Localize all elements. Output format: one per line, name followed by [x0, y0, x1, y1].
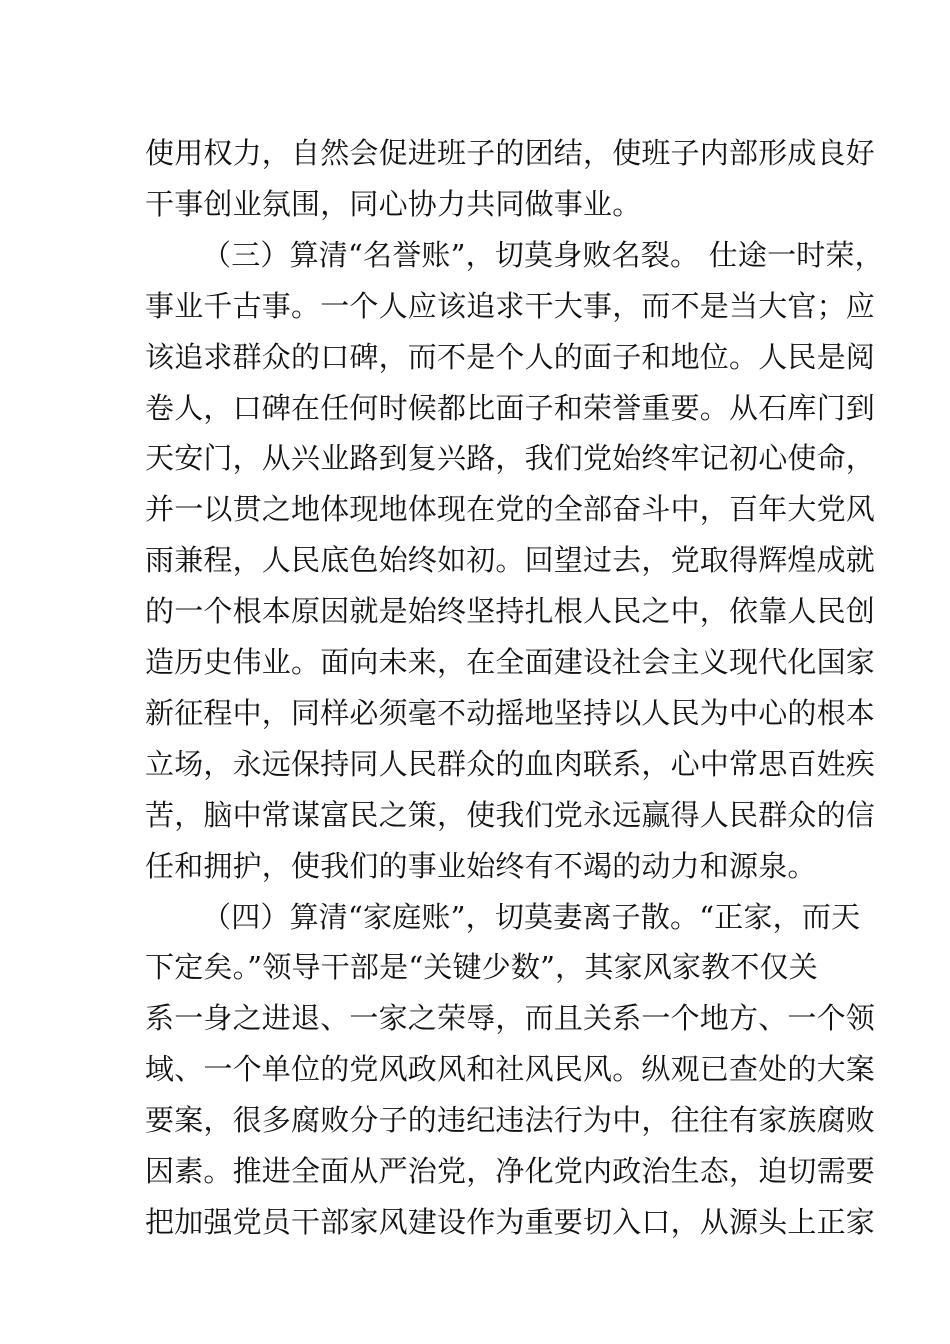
text-line: 并一以贯之地体现地体现在党的全部奋斗中，百年大党风	[145, 492, 876, 526]
text-line: 使用权力，自然会促进班子的团结，使班子内部形成良好	[145, 136, 876, 170]
text-line: 苦，脑中常谋富民之策，使我们党永远赢得人民群众的信	[145, 798, 876, 832]
text-line: 的一个根本原因就是始终坚持扎根人民之中，依靠人民创	[145, 594, 876, 628]
text-line: 要案，很多腐败分子的违纪违法行为中，往往有家族腐败	[145, 1103, 876, 1137]
text-line: 天安门，从兴业路到复兴路，我们党始终牢记初心使命，	[145, 441, 876, 475]
text-line: 下定矣。”领导干部是“关键少数”，其家风家教不仅关	[145, 950, 818, 984]
text-line: 事业千古事。一个人应该追求干大事，而不是当大官；应	[145, 289, 876, 323]
text-line: 把加强党员干部家风建设作为重要切入口，从源头上正家	[145, 1205, 876, 1239]
text-line: 因素。推进全面从严治党，净化党内政治生态，迫切需要	[145, 1154, 876, 1188]
text-line: 新征程中，同样必须毫不动摇地坚持以人民为中心的根本	[145, 696, 876, 730]
text-line: 任和拥护，使我们的事业始终有不竭的动力和源泉。	[145, 849, 817, 883]
text-line: 域、一个单位的党风政风和社风民风。纵观已查处的大案	[145, 1052, 876, 1086]
text-line: 系一身之进退、一家之荣辱，而且关系一个地方、一个领	[145, 1001, 876, 1035]
text-line: 该追求群众的口碑，而不是个人的面子和地位。人民是阅	[145, 340, 876, 374]
text-line: 干事创业氛围，同心协力共同做事业。	[145, 187, 642, 221]
text-line: 造历史伟业。面向未来，在全面建设社会主义现代化国家	[145, 645, 876, 679]
text-line: 立场，永远保持同人民群众的血肉联系，心中常思百姓疾	[145, 747, 876, 781]
text-line: 雨兼程，人民底色始终如初。回望过去，党取得辉煌成就	[145, 543, 876, 577]
section-heading-line: （三）算清“名誉账”，切莫身败名裂。 仕途一时荣，	[202, 238, 884, 272]
text-line: 卷人，口碑在任何时候都比面子和荣誉重要。从石库门到	[145, 391, 876, 425]
section-heading-line: （四）算清“家庭账”，切莫妻离子散。“正家，而天	[202, 900, 861, 934]
